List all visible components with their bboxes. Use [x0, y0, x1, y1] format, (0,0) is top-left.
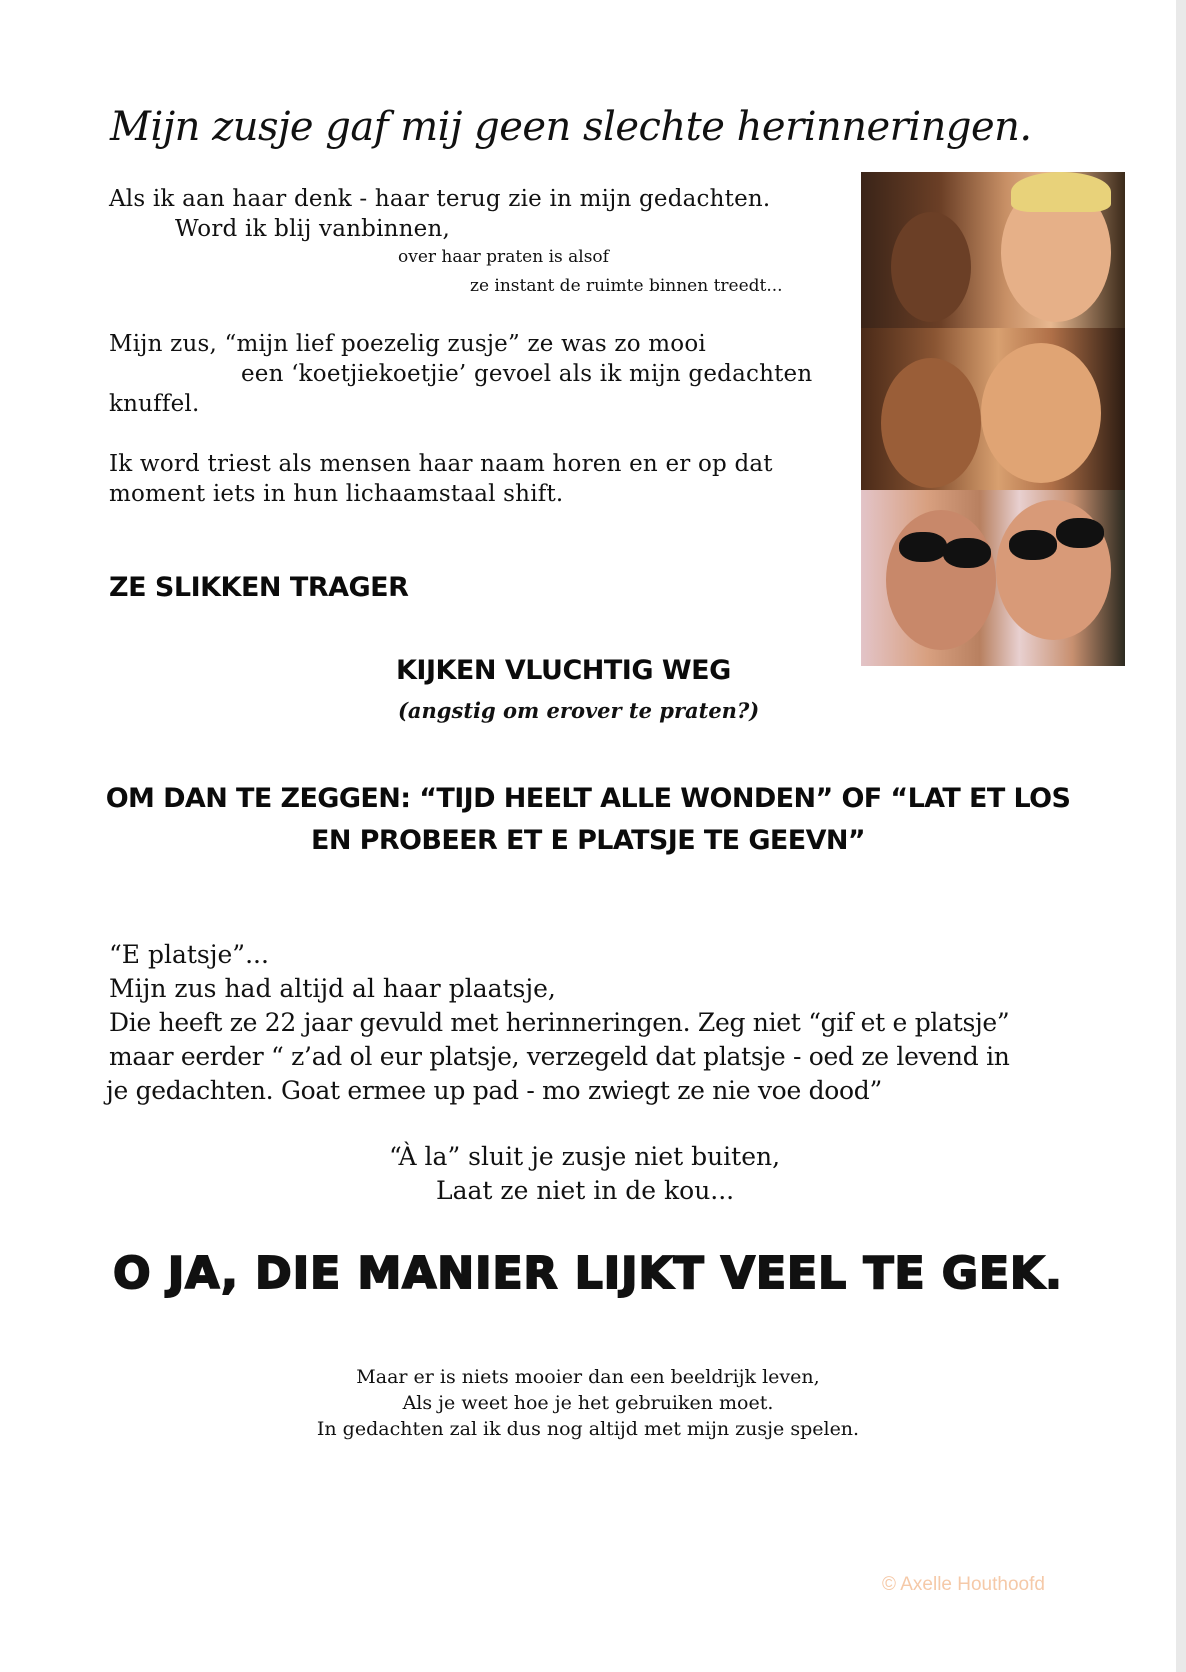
para4-line-3: Die heeft ze 22 jaar gevuld met herinneringen. Zeg niet “gif et e platsje”: [109, 1008, 1010, 1037]
para3-line-1: Ik word triest als mensen haar naam horen en er op dat: [109, 451, 773, 477]
photo-1: [861, 172, 1125, 328]
page-title: Mijn zusje gaf mij geen slechte herinneringen.: [110, 104, 1032, 150]
intro-line-1: Als ik aan haar denk - haar terug zie in mijn gedachten.: [109, 186, 771, 212]
photo-3: [861, 490, 1125, 666]
photo-2: [861, 328, 1125, 490]
intro-line-3: over haar praten is alsof: [398, 247, 609, 267]
heading-quote-line-1: OM DAN TE ZEGGEN: “TIJD HEELT ALLE WONDEN” OF “LAT ET LOS: [105, 783, 1071, 814]
para4-line-5: je gedachten. Goat ermee up pad - mo zwiegt ze nie voe dood”: [106, 1076, 882, 1105]
para3-line-2: moment iets in hun lichaamstaal shift.: [109, 481, 564, 507]
heading-quote-line-2: EN PROBEER ET E PLATSJE TE GEEVN”: [310, 825, 866, 856]
heading-subtitle: (angstig om erover te praten?): [398, 698, 760, 723]
copyright-notice: © Axelle Houthoofd: [882, 1574, 1045, 1595]
intro-line-4: ze instant de ruimte binnen treedt...: [470, 276, 783, 296]
closing-line-1: Maar er is niets mooier dan een beeldrijk leven,: [356, 1366, 820, 1388]
para5-line-2: Laat ze niet in de kou...: [436, 1176, 735, 1205]
closing-line-3: In gedachten zal ik dus nog altijd met mijn zusje spelen.: [316, 1418, 860, 1440]
para4-line-1: “E platsje”...: [109, 940, 269, 969]
photo-strip: [861, 172, 1125, 666]
para2-line-1: Mijn zus, “mijn lief poezelig zusje” ze was zo mooi: [109, 331, 706, 357]
para2-line-3: knuffel.: [109, 391, 200, 417]
para5-line-1: “À la” sluit je zusje niet buiten,: [389, 1142, 781, 1171]
para4-line-4: maar eerder “ z’ad ol eur platsje, verzegeld dat platsje - oed ze levend in: [109, 1042, 1010, 1071]
para4-line-2: Mijn zus had altijd al haar plaatsje,: [109, 974, 556, 1003]
big-heading: O JA, DIE MANIER LIJKT VEEL TE GEK.: [113, 1248, 1063, 1299]
heading-ze-slikken-trager: ZE SLIKKEN TRAGER: [109, 572, 409, 603]
para2-line-2: een ‘koetjiekoetjie’ gevoel als ik mijn gedachten: [241, 361, 813, 387]
intro-line-2: Word ik blij vanbinnen,: [175, 216, 450, 242]
closing-line-2: Als je weet hoe je het gebruiken moet.: [402, 1392, 774, 1414]
heading-kijken-vluchtig-weg: KIJKEN VLUCHTIG WEG: [396, 655, 731, 686]
